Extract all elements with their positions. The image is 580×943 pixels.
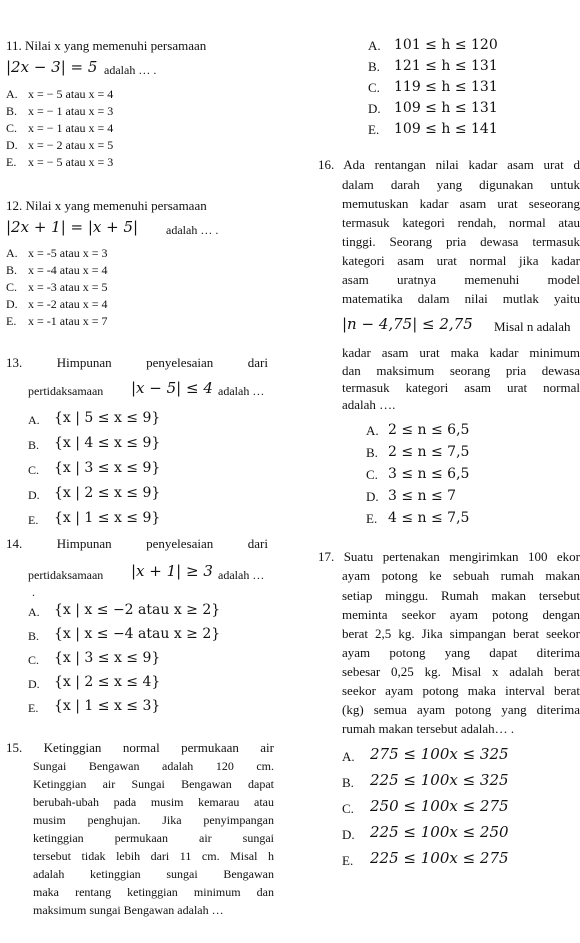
question-14-dot: .	[32, 585, 35, 599]
option-text: {x | x ≤ −2 atau x ≥ 2}	[54, 602, 221, 618]
option-letter: A.	[28, 605, 40, 619]
question-15-line: tersebut tidak lebih dari 11 cm. Misal h	[33, 849, 274, 863]
option-letter: C.	[28, 653, 40, 667]
option-text: 109 ≤ h ≤ 131	[394, 100, 498, 116]
question-16-line: 16. Ada rentangan nilai kadar asam urat d	[318, 157, 580, 172]
question-15-line: berubah-ubah pada musim kemarau atau	[33, 795, 274, 809]
question-16-line: asam uratnya memenuhi model	[342, 272, 580, 287]
question-13-equation: |x − 5| ≤ 4	[131, 379, 213, 397]
question-17-line: meminta seekor ayam potong dengan	[342, 607, 580, 622]
question-16-line: dan maksimum seorang pria dewasa	[342, 363, 580, 378]
question-16-line: memutuskan kadar asam urat seseorang	[342, 196, 580, 211]
option-letter: A.	[342, 749, 355, 764]
option-text: 225 ≤ 100x ≤ 325	[370, 771, 509, 789]
option-letter: A.	[366, 423, 379, 438]
question-16-line: termasuk kategori rendah, normal atau	[342, 215, 580, 230]
option-text: 275 ≤ 100x ≤ 325	[370, 745, 509, 763]
option-text: 3 ≤ n ≤ 6,5	[388, 466, 470, 482]
option-text: 2 ≤ n ≤ 7,5	[388, 444, 470, 460]
question-17-line: seekor ayam potong maka interval berat	[342, 683, 580, 698]
option-text: x = − 1 atau x = 4	[28, 121, 114, 135]
question-12-tail: adalah … .	[166, 223, 219, 237]
option-letter: D.	[368, 101, 381, 116]
question-11-stem: 11. Nilai x yang memenuhi persamaan	[6, 38, 207, 53]
question-13-pre: pertidaksamaan	[28, 384, 104, 398]
question-17-line: rumah makan tersebut adalah… .	[342, 721, 515, 736]
option-letter: D.	[366, 489, 379, 504]
option-text: {x | 1 ≤ x ≤ 9}	[54, 510, 161, 526]
option-text: x = -1 atau x = 7	[28, 314, 108, 328]
option-letter: B.	[6, 104, 18, 118]
question-11-tail: adalah … .	[104, 63, 157, 77]
option-letter: C.	[28, 463, 40, 477]
question-13-tail: adalah …	[218, 384, 265, 398]
question-16-line: matematika dalam nilai mutlak yaitu	[342, 291, 580, 306]
option-text: 3 ≤ n ≤ 7	[388, 488, 457, 504]
option-text: x = − 2 atau x = 5	[28, 138, 114, 152]
question-17-line: 17. Suatu pertenakan mengirimkan 100 ekor	[318, 549, 580, 564]
option-text: {x | 3 ≤ x ≤ 9}	[54, 650, 161, 666]
question-14-stem: 14. Himpunan penyelesaian dari	[6, 536, 268, 551]
option-letter: E.	[342, 853, 354, 868]
option-letter: E.	[366, 511, 378, 526]
option-text: {x | 4 ≤ x ≤ 9}	[54, 435, 161, 451]
option-text: 109 ≤ h ≤ 141	[394, 121, 498, 137]
option-letter: E.	[6, 155, 17, 169]
option-letter: C.	[6, 280, 18, 294]
question-17-line: berat 2,5 kg. Jika simpangan berat seekor	[342, 626, 580, 641]
question-15-line: ketinggian permukaan air sungai	[33, 831, 274, 845]
question-16-line: adalah ….	[342, 397, 396, 412]
question-15-line: 15. Ketinggian normal permukaan air	[6, 740, 274, 755]
option-letter: B.	[28, 629, 40, 643]
option-letter: C.	[368, 80, 380, 95]
option-letter: D.	[6, 297, 18, 311]
question-17-line: ayam potong ke sebuah rumah makan	[342, 568, 580, 583]
option-letter: C.	[342, 801, 354, 816]
option-letter: B.	[368, 59, 380, 74]
question-15-line: musim penghujan. Jika penyimpangan	[33, 813, 274, 827]
question-16-line: termasuk kategori asam urat normal	[342, 380, 580, 395]
option-letter: D.	[28, 488, 40, 502]
question-15-line: Sungai Bengawan adalah 120 cm.	[33, 759, 274, 773]
question-14-equation: |x + 1| ≥ 3	[131, 562, 213, 580]
option-letter: D.	[6, 138, 18, 152]
question-13-stem: 13. Himpunan penyelesaian dari	[6, 355, 268, 370]
option-letter: E.	[28, 701, 39, 715]
question-11-equation: |2x − 3| = 5	[6, 58, 98, 76]
option-letter: B.	[28, 438, 40, 452]
option-letter: D.	[342, 827, 355, 842]
question-12-stem: 12. Nilai x yang memenuhi persamaan	[6, 198, 207, 213]
option-text: {x | 3 ≤ x ≤ 9}	[54, 460, 161, 476]
option-letter: A.	[28, 413, 40, 427]
option-text: {x | 2 ≤ x ≤ 4}	[54, 674, 161, 690]
option-letter: C.	[6, 121, 18, 135]
option-letter: A.	[6, 87, 18, 101]
option-text: {x | x ≤ −4 atau x ≥ 2}	[54, 626, 221, 642]
option-letter: B.	[6, 263, 18, 277]
option-text: x = -5 atau x = 3	[28, 246, 108, 260]
question-16-eq-tail: Misal n adalah	[494, 319, 571, 334]
option-letter: B.	[366, 445, 378, 460]
question-16-line: kadar asam urat maka kadar minimum	[342, 345, 580, 360]
question-16-line: dalam darah yang digunakan untuk	[342, 177, 580, 192]
option-text: x = − 1 atau x = 3	[28, 104, 114, 118]
option-text: 225 ≤ 100x ≤ 250	[370, 823, 509, 841]
option-letter: A.	[6, 246, 18, 260]
option-text: 225 ≤ 100x ≤ 275	[370, 849, 509, 867]
option-text: x = -2 atau x = 4	[28, 297, 108, 311]
option-text: x = -3 atau x = 5	[28, 280, 108, 294]
question-12-equation: |2x + 1| = |x + 5|	[6, 218, 139, 236]
question-16-line: tinggi. Seorang pria dewasa termasuk	[342, 234, 580, 249]
option-text: 2 ≤ n ≤ 6,5	[388, 422, 470, 438]
question-16-equation: |n − 4,75| ≤ 2,75	[342, 315, 473, 333]
option-text: x = − 5 atau x = 3	[28, 155, 114, 169]
question-15-line: adalah ketinggian sungai Bengawan	[33, 867, 274, 881]
option-text: 4 ≤ n ≤ 7,5	[388, 510, 470, 526]
option-text: 119 ≤ h ≤ 131	[394, 79, 498, 95]
option-text: 121 ≤ h ≤ 131	[394, 58, 498, 74]
option-text: {x | 1 ≤ x ≤ 3}	[54, 698, 161, 714]
question-14-tail: adalah …	[218, 568, 265, 582]
question-17-line: ayam potong yang dapat diterima	[342, 645, 580, 660]
option-text: {x | 5 ≤ x ≤ 9}	[54, 410, 161, 426]
question-16-line: kategori asam urat normal jika kadar	[342, 253, 580, 268]
option-letter: C.	[366, 467, 378, 482]
question-15-line: Ketinggian air Sungai Bengawan dapat	[33, 777, 274, 791]
option-letter: E.	[28, 513, 39, 527]
option-letter: E.	[6, 314, 17, 328]
option-text: 101 ≤ h ≤ 120	[394, 37, 498, 53]
option-text: {x | 2 ≤ x ≤ 9}	[54, 485, 161, 501]
option-letter: E.	[368, 122, 380, 137]
option-letter: A.	[368, 38, 381, 53]
option-letter: D.	[28, 677, 40, 691]
option-letter: B.	[342, 775, 354, 790]
question-15-line: maka rentang ketinggian minimum dan	[33, 885, 274, 899]
option-text: 250 ≤ 100x ≤ 275	[370, 797, 509, 815]
question-17-line: setiap minggu. Rumah makan tersebut	[342, 588, 580, 603]
option-text: x = -4 atau x = 4	[28, 263, 108, 277]
question-17-line: sebesar 0,25 kg. Misal x adalah berat	[342, 664, 580, 679]
question-15-line: maksimum sungai Bengawan adalah …	[33, 903, 224, 917]
option-text: x = − 5 atau x = 4	[28, 87, 114, 101]
question-17-line: (kg) semua ayam potong yang diterima	[342, 702, 580, 717]
question-14-pre: pertidaksamaan	[28, 568, 104, 582]
